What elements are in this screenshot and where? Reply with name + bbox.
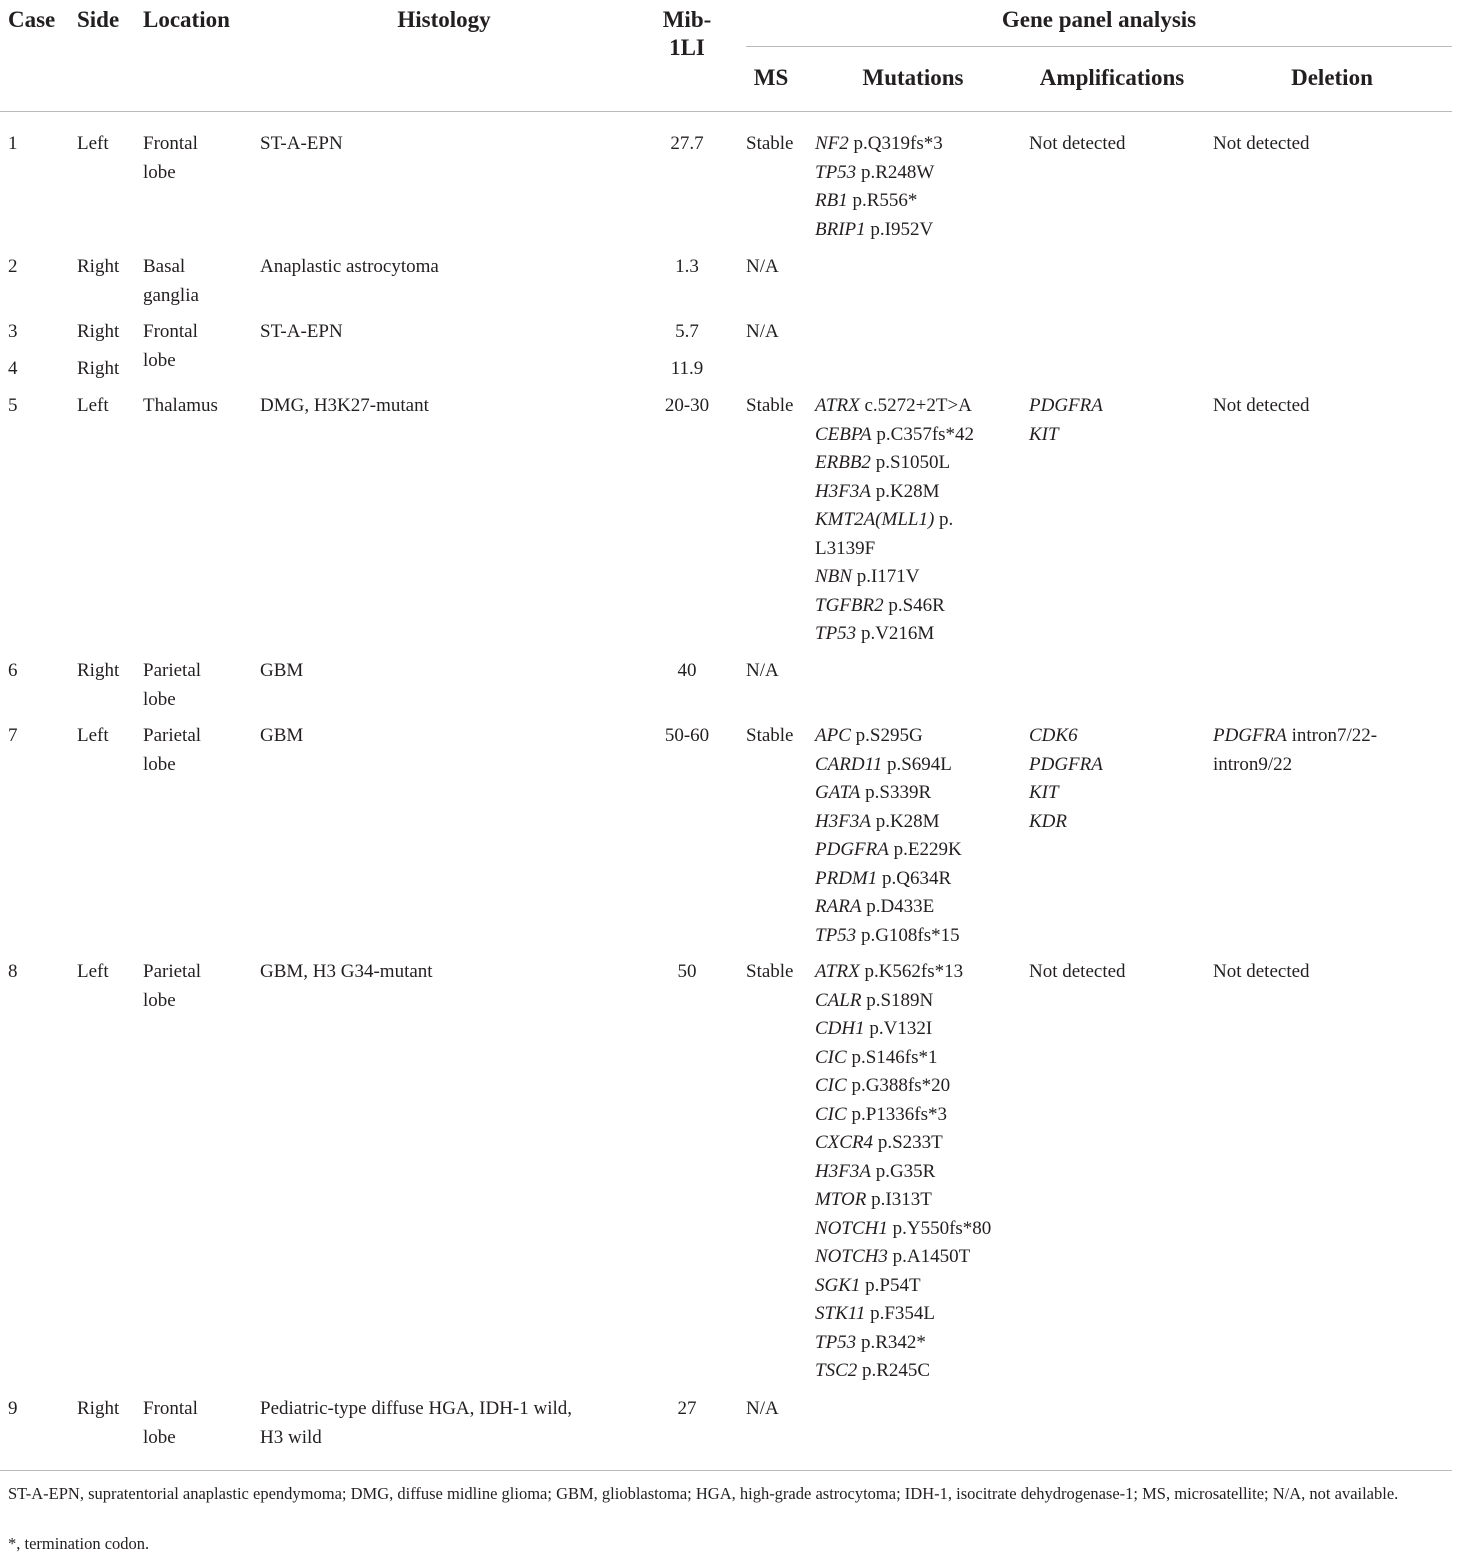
- cell-mutation: [815, 592, 1015, 621]
- cell-case: 4: [8, 358, 18, 379]
- variant-text: Not detected: [1213, 961, 1310, 982]
- cell-case: 3: [8, 321, 18, 342]
- cell-mib1li: 1.3: [675, 256, 699, 277]
- variant-text: p.S146fs*1: [846, 1046, 938, 1068]
- cell-mib1li: 20-30: [664, 395, 710, 416]
- variant-text: p.K28M: [870, 810, 940, 832]
- cell-histology: GBM, H3 G34-mutant: [260, 961, 433, 982]
- header-gene-panel-analysis: Gene panel analysis: [1001, 7, 1197, 32]
- gene-symbol: NBN: [815, 566, 852, 587]
- variant-text: p.G35R: [870, 1160, 936, 1182]
- gene-symbol: STK11: [815, 1303, 866, 1324]
- cell-location: Parietal: [143, 725, 202, 746]
- gene-symbol: RARA: [815, 896, 862, 917]
- cell-location: lobe: [143, 1426, 176, 1448]
- cell-case: 2: [8, 256, 18, 277]
- cell-mutation: [815, 958, 1015, 987]
- cell-ms: Stable: [746, 961, 794, 982]
- variant-text: p.R245C: [857, 1360, 931, 1381]
- cell-mib1li: 40: [677, 660, 697, 681]
- gene-symbol: ATRX: [815, 395, 860, 416]
- cell-histology: Anaplastic astrocytoma: [260, 256, 439, 277]
- cell-side: Right: [77, 1398, 120, 1419]
- cell-mutation: [815, 620, 1015, 649]
- cell-case: 7: [8, 725, 18, 746]
- header-histology: Histology: [397, 7, 491, 32]
- cell-mutation: [815, 1243, 1015, 1272]
- cell-mutation: [815, 506, 1015, 535]
- cell-location: ganglia: [143, 284, 199, 306]
- gene-symbol: CEBPA: [815, 423, 872, 445]
- cell-mutation: [815, 130, 1015, 159]
- variant-text: Not detected: [1213, 133, 1310, 154]
- cell-histology: H3 wild: [260, 1426, 322, 1448]
- cell-location: Parietal: [143, 660, 202, 681]
- variant-text: intron9/22: [1213, 753, 1293, 775]
- header-deletion: Deletion: [1291, 65, 1373, 90]
- cell-deletion: [1213, 130, 1453, 159]
- cell-side: Right: [77, 660, 120, 681]
- cell-case: 8: [8, 961, 18, 982]
- variant-text: p.S295G: [850, 725, 923, 746]
- cell-histology: ST-A-EPN: [260, 321, 343, 342]
- cell-mib1li: 11.9: [670, 358, 704, 379]
- gene-panel-header-rule: [746, 46, 1452, 47]
- gene-symbol: CXCR4: [815, 1132, 874, 1153]
- gene-symbol: H3F3A: [815, 1160, 871, 1182]
- gene-symbol: CDH1: [815, 1018, 865, 1039]
- gene-symbol: TSC2: [815, 1360, 858, 1381]
- footnote-termination-codon: *, termination codon.: [8, 1534, 150, 1553]
- cell-mutation: [815, 1101, 1015, 1130]
- cell-mutation: [815, 1357, 1015, 1386]
- variant-text: p.C357fs*42: [871, 423, 975, 445]
- cell-ms: N/A: [746, 256, 779, 277]
- cell-mib1li: 27.7: [670, 133, 704, 154]
- cell-location: Basal: [143, 256, 186, 277]
- header-mib1li-line1: Mib-: [662, 7, 712, 32]
- variant-text: Not detected: [1029, 133, 1126, 154]
- gene-symbol: TGFBR2: [815, 594, 884, 616]
- variant-text: p.F354L: [865, 1303, 936, 1324]
- cell-mutation: [815, 1215, 1015, 1244]
- cell-mutation: [815, 836, 1015, 865]
- cell-deletion: [1213, 392, 1453, 421]
- variant-text: p.Q319fs*3: [848, 133, 943, 154]
- cell-histology: ST-A-EPN: [260, 133, 343, 154]
- cell-amplification: [1029, 421, 1207, 450]
- cell-mutation: [815, 159, 1015, 188]
- gene-symbol: CARD11: [815, 753, 883, 775]
- gene-symbol: PRDM1: [815, 867, 878, 889]
- cell-mutation: [815, 1129, 1015, 1158]
- variant-text: p.I171V: [851, 566, 920, 587]
- cell-location: Frontal: [143, 321, 198, 342]
- variant-text: p.S189N: [861, 989, 934, 1011]
- cell-amplification: [1029, 392, 1207, 421]
- variant-text: p.E229K: [888, 839, 962, 860]
- variant-text: p.K28M: [870, 480, 940, 502]
- cell-mutation: [815, 563, 1015, 592]
- gene-symbol: NOTCH3: [815, 1246, 888, 1267]
- cell-side: Right: [77, 358, 120, 379]
- gene-symbol: CIC: [815, 1046, 847, 1068]
- cell-mutation: [815, 187, 1015, 216]
- gene-symbol: SGK1: [815, 1274, 861, 1296]
- cell-mutation: [815, 449, 1015, 478]
- variant-text: p.K562fs*13: [859, 961, 964, 982]
- cell-mutation: [815, 751, 1015, 780]
- cell-mutation: [815, 987, 1015, 1016]
- cell-side: Right: [77, 321, 120, 342]
- cell-case: 1: [8, 133, 18, 154]
- cell-amplification: [1029, 808, 1207, 837]
- variant-text: p.P54T: [860, 1274, 921, 1296]
- variant-text: Not detected: [1029, 961, 1126, 982]
- gene-symbol: TP53: [815, 924, 857, 946]
- cell-mutation: [815, 1015, 1015, 1044]
- gene-symbol: ERBB2: [815, 452, 871, 473]
- cell-location: lobe: [143, 349, 176, 371]
- gene-symbol: CDK6: [1029, 725, 1078, 746]
- gene-symbol: TP53: [815, 161, 857, 183]
- variant-text: p.V132I: [864, 1018, 933, 1039]
- cell-amplification: [1029, 130, 1207, 159]
- cell-case: 6: [8, 660, 18, 681]
- gene-symbol: BRIP1: [815, 218, 866, 240]
- cell-mutation: [815, 1186, 1015, 1215]
- variant-text: p.A1450T: [887, 1246, 971, 1267]
- variant-text: p.R342*: [856, 1331, 926, 1353]
- header-mib1li-line2: 1LI: [669, 35, 705, 60]
- variant-text: p.I313T: [866, 1189, 932, 1210]
- table-bottom-rule: [0, 1470, 1452, 1471]
- cell-mutation: [815, 1300, 1015, 1329]
- cell-amplification: [1029, 722, 1207, 751]
- variant-text: p.S233T: [873, 1132, 943, 1153]
- footnote-abbreviations: ST-A-EPN, supratentorial anaplastic ependymoma; DMG, diffuse midline glioma; GBM, glioblastoma; HGA, high-grade astrocytoma; IDH-1, isocitrate dehydrogenase-1; MS, microsatellite; N/A, not available.: [8, 1484, 1399, 1503]
- gene-symbol: ATRX: [815, 961, 860, 982]
- cell-side: Left: [77, 133, 109, 154]
- cell-deletion: [1213, 722, 1453, 751]
- cell-side: Right: [77, 256, 120, 277]
- cell-location: Frontal: [143, 133, 198, 154]
- variant-text: p.R248W: [856, 161, 935, 183]
- cell-mutation: [815, 893, 1015, 922]
- cell-mutation: [815, 1072, 1015, 1101]
- gene-symbol: TP53: [815, 623, 857, 644]
- gene-symbol: RB1: [815, 190, 848, 211]
- cell-location: Thalamus: [143, 395, 218, 416]
- variant-text: p.D433E: [861, 896, 935, 917]
- cell-histology: GBM: [260, 660, 304, 681]
- gene-symbol: NOTCH1: [815, 1217, 888, 1239]
- variant-text: p.S1050L: [870, 452, 951, 473]
- cell-mutation: [815, 779, 1015, 808]
- gene-symbol: KDR: [1029, 810, 1067, 832]
- header-amplifications: Amplifications: [1039, 65, 1185, 90]
- header-case: Case: [8, 7, 56, 32]
- cell-amplification: [1029, 779, 1207, 808]
- gene-symbol: CIC: [815, 1075, 847, 1096]
- cell-mutation: [815, 808, 1015, 837]
- header-location: Location: [143, 7, 230, 32]
- cell-mib1li: 5.7: [675, 321, 699, 342]
- header-side: Side: [77, 7, 120, 32]
- variant-text: p.S46R: [883, 594, 945, 616]
- cell-mutation: [815, 421, 1015, 450]
- gene-symbol: CIC: [815, 1103, 847, 1125]
- gene-symbol: KMT2A(MLL1): [815, 509, 935, 530]
- cell-histology: GBM: [260, 725, 304, 746]
- cell-case: 5: [8, 395, 18, 416]
- cell-mutation: [815, 1158, 1015, 1187]
- cell-mutation: [815, 478, 1015, 507]
- cell-deletion: [1213, 958, 1453, 987]
- gene-symbol: APC: [815, 725, 851, 746]
- cell-mutation: [815, 865, 1015, 894]
- variant-text: p.G108fs*15: [856, 924, 960, 946]
- cell-location: lobe: [143, 753, 176, 775]
- cell-location: lobe: [143, 688, 176, 710]
- gene-symbol: NF2: [815, 133, 849, 154]
- cell-mutation: [815, 1329, 1015, 1358]
- cell-amplification: [1029, 751, 1207, 780]
- gene-symbol: PDGFRA: [1029, 395, 1103, 416]
- header-mutations: Mutations: [862, 65, 964, 90]
- variant-text: Not detected: [1213, 395, 1310, 416]
- variant-text: p.V216M: [856, 623, 935, 644]
- cell-mutation: [815, 392, 1015, 421]
- cell-mutation: [815, 922, 1015, 951]
- variant-text: p.S339R: [860, 782, 932, 803]
- cell-mib1li: 50: [677, 961, 697, 982]
- variant-text: p.Q634R: [877, 867, 952, 889]
- cell-location: lobe: [143, 989, 176, 1011]
- header-ms: MS: [753, 65, 789, 90]
- variant-text: p.I952V: [865, 218, 934, 240]
- cell-ms: N/A: [746, 321, 779, 342]
- cell-side: Left: [77, 961, 109, 982]
- gene-symbol: CALR: [815, 989, 862, 1011]
- cell-ms: N/A: [746, 1398, 779, 1419]
- gene-symbol: GATA: [815, 782, 861, 803]
- variant-text: p.P1336fs*3: [846, 1103, 947, 1125]
- variant-text: L3139F: [815, 537, 876, 559]
- gene-symbol: KIT: [1029, 782, 1059, 803]
- gene-symbol: H3F3A: [815, 810, 871, 832]
- cell-amplification: [1029, 958, 1207, 987]
- cell-ms: N/A: [746, 660, 779, 681]
- header-bottom-rule: [0, 111, 1452, 112]
- gene-symbol: PDGFRA: [1029, 753, 1103, 775]
- gene-symbol: H3F3A: [815, 480, 871, 502]
- variant-text: intron7/22-: [1286, 725, 1378, 746]
- cell-mutation: [815, 1272, 1015, 1301]
- variant-text: p.R556*: [847, 190, 918, 211]
- cell-mib1li: 50-60: [664, 725, 710, 746]
- gene-symbol: KIT: [1029, 423, 1059, 445]
- gene-symbol: MTOR: [815, 1189, 867, 1210]
- cell-histology: Pediatric-type diffuse HGA, IDH-1 wild,: [260, 1398, 573, 1419]
- cell-mutation: [815, 722, 1015, 751]
- gene-symbol: PDGFRA: [815, 839, 889, 860]
- cell-mib1li: 27: [677, 1398, 697, 1419]
- variant-text: p.S694L: [882, 753, 952, 775]
- cell-mutation: [815, 216, 1015, 245]
- cell-side: Left: [77, 725, 109, 746]
- cell-location: Frontal: [143, 1398, 198, 1419]
- cell-ms: Stable: [746, 133, 794, 154]
- cell-side: Left: [77, 395, 109, 416]
- gene-symbol: TP53: [815, 1331, 857, 1353]
- gene-symbol: PDGFRA: [1213, 725, 1287, 746]
- cell-mutation: [815, 535, 1015, 564]
- cell-deletion: [1213, 751, 1453, 780]
- variant-text: p.G388fs*20: [846, 1075, 951, 1096]
- cell-location: lobe: [143, 161, 176, 183]
- variant-text: p.: [934, 509, 954, 530]
- cell-case: 9: [8, 1398, 18, 1419]
- variant-text: c.5272+2T>A: [859, 395, 972, 416]
- cell-mutation: [815, 1044, 1015, 1073]
- cell-ms: Stable: [746, 395, 794, 416]
- variant-text: p.Y550fs*80: [887, 1217, 992, 1239]
- cell-histology: DMG, H3K27-mutant: [260, 395, 429, 416]
- cell-ms: Stable: [746, 725, 794, 746]
- cell-location: Parietal: [143, 961, 202, 982]
